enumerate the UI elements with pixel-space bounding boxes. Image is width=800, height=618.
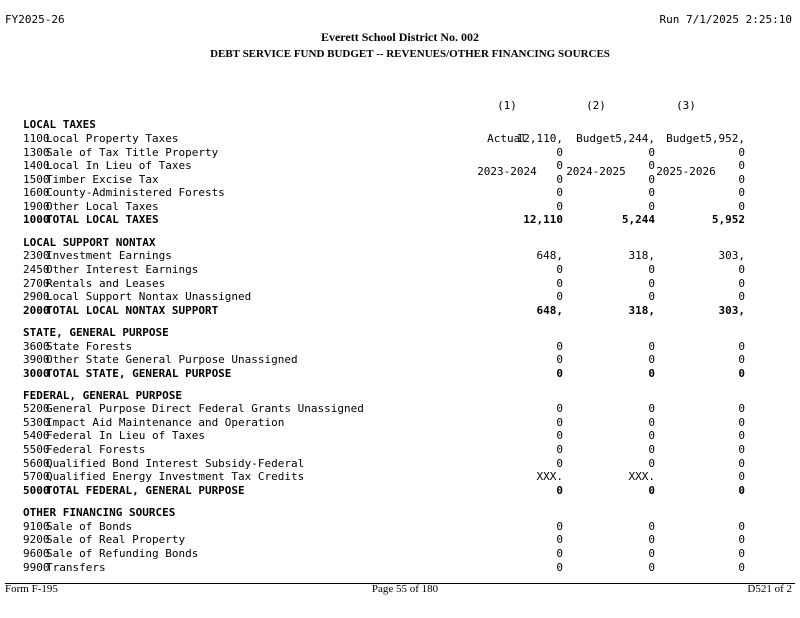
account-code: 1900: [23, 200, 50, 213]
budget-current-value: 0: [648, 484, 655, 497]
budget-current-value: 0: [648, 457, 655, 470]
account-description: Local In Lieu of Taxes: [46, 159, 192, 172]
budget-current-value: 0: [648, 520, 655, 533]
budget-next-value: 0: [738, 146, 745, 159]
account-code: 3900: [23, 353, 50, 366]
account-description: Local Property Taxes: [46, 132, 179, 145]
budget-next-value: 0: [738, 520, 745, 533]
account-code: 1500: [23, 173, 50, 186]
budget-next-value: 303,: [718, 249, 745, 262]
account-description: Other State General Purpose Unassigned: [46, 353, 298, 366]
budget-current-value: 0: [648, 533, 655, 546]
form-number: Form F-195: [5, 583, 58, 595]
actual-value: 0: [556, 290, 563, 303]
budget-current-value: 318,: [628, 249, 655, 262]
account-description: Local Support Nontax Unassigned: [46, 290, 252, 303]
account-code: 1300: [23, 146, 50, 159]
budget-next-value: 0: [738, 173, 745, 186]
account-code: 1400: [23, 159, 50, 172]
section-title-local-support-nontax: LOCAL SUPPORT NONTAX: [23, 236, 156, 249]
account-code: 5200: [23, 402, 50, 415]
actual-value: 0: [556, 561, 563, 574]
budget-next-value: 0: [738, 353, 745, 366]
budget-next-value: 0: [738, 277, 745, 290]
actual-value: 0: [556, 416, 563, 429]
budget-next-value: 0: [738, 561, 745, 574]
account-code: 5400: [23, 429, 50, 442]
section-title-other-financing-sources: OTHER FINANCING SOURCES: [23, 506, 176, 519]
account-code: 1000: [23, 213, 50, 226]
column-label: Actual: [487, 132, 527, 145]
budget-next-value: 0: [738, 200, 745, 213]
account-description: Transfers: [46, 561, 106, 574]
account-code: 9200: [23, 533, 50, 546]
budget-next-value: 0: [738, 159, 745, 172]
budget-next-value: 0: [738, 547, 745, 560]
account-code: 5600: [23, 457, 50, 470]
account-code: 2900: [23, 290, 50, 303]
account-description: Other Local Taxes: [46, 200, 159, 213]
section-title-local-taxes: LOCAL TAXES: [23, 118, 96, 131]
budget-current-value: 0: [648, 159, 655, 172]
budget-current-value: 318,: [628, 304, 655, 317]
page-number: Page 55 of 180: [371, 583, 439, 595]
account-description: Impact Aid Maintenance and Operation: [46, 416, 285, 429]
actual-value: 0: [556, 277, 563, 290]
account-description: Sale of Refunding Bonds: [46, 547, 199, 560]
account-code: 9100: [23, 520, 50, 533]
actual-value: 0: [556, 402, 563, 415]
district-title: Everett School District No. 002: [320, 30, 480, 44]
budget-next-value: 0: [738, 429, 745, 442]
report-subtitle: DEBT SERVICE FUND BUDGET -- REVENUES/OTHER FINANCING SOURCES: [210, 48, 610, 60]
budget-current-value: XXX.: [628, 470, 655, 483]
budget-next-value: 0: [738, 186, 745, 199]
budget-next-value: 5,952: [711, 213, 745, 226]
actual-value: 0: [556, 186, 563, 199]
account-description: Investment Earnings: [46, 249, 172, 262]
budget-next-value: 303,: [718, 304, 745, 317]
account-description: Qualified Energy Investment Tax Credits: [46, 470, 305, 483]
actual-value: 648,: [536, 249, 563, 262]
budget-next-value: 0: [738, 290, 745, 303]
account-description: TOTAL LOCAL TAXES: [46, 213, 159, 226]
column-year: 2025-2026: [656, 165, 716, 178]
budget-next-value: 0: [738, 443, 745, 456]
actual-value: 0: [556, 443, 563, 456]
account-code: 2700: [23, 277, 50, 290]
budget-next-value: 0: [738, 416, 745, 429]
account-description: Qualified Bond Interest Subsidy-Federal: [46, 457, 305, 470]
budget-current-value: 0: [648, 353, 655, 366]
account-description: Federal In Lieu of Taxes: [46, 429, 205, 442]
account-description: General Purpose Direct Federal Grants Unassigned: [46, 402, 364, 415]
account-description: County-Administered Forests: [46, 186, 225, 199]
column-label: Budget: [576, 132, 616, 145]
actual-value: 0: [556, 200, 563, 213]
document-id: D521 of 2: [747, 583, 792, 595]
budget-current-value: 5,244,: [615, 132, 655, 145]
column-number: (1): [497, 99, 517, 112]
actual-value: 0: [556, 520, 563, 533]
account-code: 5500: [23, 443, 50, 456]
budget-next-value: 0: [738, 367, 745, 380]
budget-next-value: 0: [738, 470, 745, 483]
column-label: Budget: [666, 132, 706, 145]
budget-next-value: 0: [738, 263, 745, 276]
budget-current-value: 0: [648, 416, 655, 429]
account-description: Sale of Real Property: [46, 533, 186, 546]
actual-value: 12,110,: [516, 132, 563, 145]
budget-current-value: 0: [648, 186, 655, 199]
budget-next-value: 0: [738, 533, 745, 546]
actual-value: 0: [556, 340, 563, 353]
budget-next-value: 0: [738, 402, 745, 415]
budget-current-value: 0: [648, 367, 655, 380]
account-code: 2300: [23, 249, 50, 262]
account-description: Federal Forests: [46, 443, 146, 456]
actual-value: 0: [556, 429, 563, 442]
actual-value: 0: [556, 533, 563, 546]
column-number: (3): [676, 99, 696, 112]
actual-value: 0: [556, 159, 563, 172]
fiscal-year: FY2025-26: [5, 13, 65, 26]
actual-value: 12,110: [523, 213, 563, 226]
budget-current-value: 0: [648, 200, 655, 213]
account-description: Sale of Bonds: [46, 520, 133, 533]
account-code: 9900: [23, 561, 50, 574]
actual-value: 0: [556, 353, 563, 366]
budget-current-value: 0: [648, 340, 655, 353]
budget-current-value: 0: [648, 173, 655, 186]
column-number: (2): [586, 99, 606, 112]
budget-current-value: 0: [648, 402, 655, 415]
budget-current-value: 0: [648, 277, 655, 290]
account-description: TOTAL FEDERAL, GENERAL PURPOSE: [46, 484, 245, 497]
account-code: 5300: [23, 416, 50, 429]
budget-current-value: 5,244: [621, 213, 655, 226]
budget-current-value: 0: [648, 443, 655, 456]
column-year: 2023-2024: [477, 165, 537, 178]
account-description: Other Interest Earnings: [46, 263, 199, 276]
run-timestamp: Run 7/1/2025 2:25:10: [659, 13, 792, 26]
account-description: Sale of Tax Title Property: [46, 146, 219, 159]
account-code: 5700: [23, 470, 50, 483]
account-description: State Forests: [46, 340, 133, 353]
account-description: TOTAL LOCAL NONTAX SUPPORT: [46, 304, 219, 317]
budget-current-value: 0: [648, 290, 655, 303]
budget-next-value: 0: [738, 484, 745, 497]
budget-current-value: 0: [648, 429, 655, 442]
actual-value: 648,: [536, 304, 563, 317]
budget-next-value: 5,952,: [705, 132, 745, 145]
account-code: 3000: [23, 367, 50, 380]
budget-current-value: 0: [648, 146, 655, 159]
actual-value: 0: [556, 173, 563, 186]
account-description: Rentals and Leases: [46, 277, 166, 290]
budget-current-value: 0: [648, 561, 655, 574]
section-title-federal-general-purpose: FEDERAL, GENERAL PURPOSE: [23, 389, 182, 402]
account-code: 5000: [23, 484, 50, 497]
actual-value: 0: [556, 484, 563, 497]
budget-current-value: 0: [648, 547, 655, 560]
actual-value: 0: [556, 367, 563, 380]
actual-value: XXX.: [536, 470, 563, 483]
account-code: 3600: [23, 340, 50, 353]
actual-value: 0: [556, 146, 563, 159]
actual-value: 0: [556, 263, 563, 276]
budget-current-value: 0: [648, 263, 655, 276]
section-title-state-general-purpose: STATE, GENERAL PURPOSE: [23, 326, 169, 339]
column-year: 2024-2025: [566, 165, 626, 178]
account-code: 1600: [23, 186, 50, 199]
account-description: Timber Excise Tax: [46, 173, 159, 186]
budget-next-value: 0: [738, 340, 745, 353]
account-code: 9600: [23, 547, 50, 560]
actual-value: 0: [556, 457, 563, 470]
actual-value: 0: [556, 547, 563, 560]
budget-next-value: 0: [738, 457, 745, 470]
account-code: 2450: [23, 263, 50, 276]
account-description: TOTAL STATE, GENERAL PURPOSE: [46, 367, 232, 380]
account-code: 1100: [23, 132, 50, 145]
account-code: 2000: [23, 304, 50, 317]
